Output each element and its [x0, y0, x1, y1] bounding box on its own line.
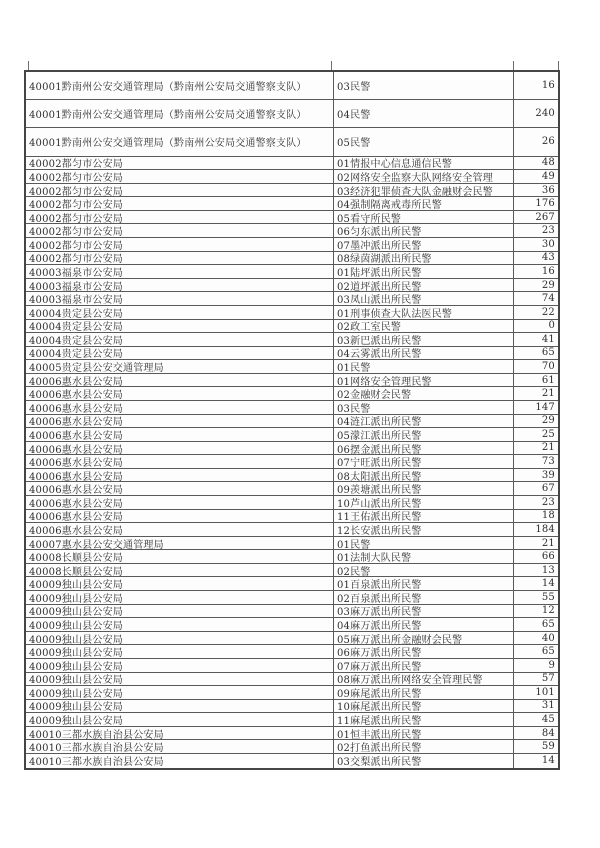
count-cell: 30 [541, 238, 555, 250]
unit-cell: 40006惠水县公安局 [26, 401, 334, 414]
count-cell: 65 [541, 347, 555, 359]
position-cell: 11王佑派出所民警 [334, 510, 514, 523]
position-cell: 06麻万派出所民警 [334, 645, 514, 658]
count-cell: 66 [541, 551, 555, 563]
table-row [26, 727, 558, 741]
position-cell: 01法制大队民警 [334, 550, 514, 563]
count-cell: 0 [548, 320, 555, 332]
position-cell: 12长安派出所民警 [334, 523, 514, 536]
position-cell: 02打鱼派出所民警 [334, 740, 514, 753]
position-cell: 01恒丰派出所民警 [334, 727, 514, 740]
count-cell: 9 [548, 659, 555, 671]
count-cell: 41 [541, 333, 555, 345]
position-cell: 11麻尾派出所民警 [334, 713, 514, 726]
table-row [26, 211, 558, 225]
count-cell: 29 [541, 415, 555, 427]
position-cell: 03麻万派出所民警 [334, 605, 514, 618]
count-cell: 23 [541, 496, 555, 508]
table-row [26, 632, 558, 646]
count-cell: 73 [541, 456, 555, 468]
count-cell: 21 [541, 388, 555, 400]
table-row [26, 455, 558, 469]
count-cell: 176 [535, 198, 555, 210]
position-cell: 01网络安全管理民警 [334, 374, 514, 387]
table-row [26, 713, 558, 727]
position-cell: 04云雾派出所民警 [334, 347, 514, 360]
table-row [26, 238, 558, 252]
table-row [26, 279, 558, 293]
count-cell: 184 [535, 523, 555, 535]
count-cell: 84 [541, 727, 555, 739]
count-cell: 67 [541, 483, 555, 495]
count-cell: 49 [541, 170, 555, 182]
position-cell: 06匀东派出所民警 [334, 224, 514, 237]
position-cell: 06摆金派出所民警 [334, 442, 514, 455]
count-cell: 16 [541, 265, 555, 277]
position-cell: 01情报中心信息通信民警 [334, 157, 514, 170]
table-row [26, 645, 558, 659]
position-cell: 01百泉派出所民警 [334, 577, 514, 590]
table-row [26, 618, 558, 632]
table-continuation-stub [28, 61, 29, 70]
unit-cell: 40008长顺县公安局 [26, 564, 334, 577]
count-cell: 59 [541, 741, 555, 753]
count-cell: 23 [541, 225, 555, 237]
count-cell: 55 [541, 591, 555, 603]
count-cell: 74 [541, 293, 555, 305]
unit-cell: 40006惠水县公安局 [26, 455, 334, 468]
unit-cell: 40001黔南州公安交通管理局（黔南州公安局交通警察支队） [26, 100, 334, 127]
table-row [26, 442, 558, 456]
table-row [26, 184, 558, 198]
unit-cell: 40002都匀市公安局 [26, 252, 334, 265]
unit-cell: 40009独山县公安局 [26, 700, 334, 713]
unit-cell: 40006惠水县公安局 [26, 387, 334, 400]
unit-cell: 40010三都水族自治县公安局 [26, 740, 334, 753]
unit-cell: 40009独山县公安局 [26, 659, 334, 672]
count-cell: 14 [541, 755, 555, 767]
table-row [26, 700, 558, 714]
table-row [26, 360, 558, 374]
unit-cell: 40010三都水族自治县公安局 [26, 727, 334, 740]
unit-cell: 40004贵定县公安局 [26, 306, 334, 319]
position-cell: 07麻万派出所民警 [334, 659, 514, 672]
unit-cell: 40001黔南州公安交通管理局（黔南州公安局交通警察支队） [26, 128, 334, 155]
unit-cell: 40010三都水族自治县公安局 [26, 754, 334, 768]
count-cell: 14 [541, 578, 555, 590]
unit-cell: 40006惠水县公安局 [26, 374, 334, 387]
unit-cell: 40001黔南州公安交通管理局（黔南州公安局交通警察支队） [26, 72, 334, 99]
unit-cell: 40006惠水县公安局 [26, 523, 334, 536]
count-cell: 21 [541, 442, 555, 454]
position-cell: 04民警 [334, 100, 514, 127]
unit-cell: 40009独山县公安局 [26, 591, 334, 604]
position-cell: 01刑事侦查大队法医民警 [334, 306, 514, 319]
unit-cell: 40009独山县公安局 [26, 673, 334, 686]
position-cell: 03凤山派出所民警 [334, 292, 514, 305]
table-row [26, 347, 558, 361]
unit-cell: 40005贵定县公安交通管理局 [26, 360, 334, 373]
position-cell: 07宁旺派出所民警 [334, 455, 514, 468]
count-cell: 39 [541, 469, 555, 481]
table-row [26, 577, 558, 591]
table-row [26, 265, 558, 279]
table-row [26, 550, 558, 564]
position-cell: 02金融财会民警 [334, 387, 514, 400]
unit-cell: 40003福泉市公安局 [26, 292, 334, 305]
position-cell: 03民警 [334, 72, 514, 99]
unit-cell: 40002都匀市公安局 [26, 224, 334, 237]
count-cell: 267 [535, 211, 555, 223]
unit-cell: 40006惠水县公安局 [26, 496, 334, 509]
unit-cell: 40006惠水县公安局 [26, 415, 334, 428]
count-cell: 57 [541, 673, 555, 685]
position-cell: 10芦山派出所民警 [334, 496, 514, 509]
unit-cell: 40002都匀市公安局 [26, 157, 334, 170]
unit-cell: 40006惠水县公安局 [26, 442, 334, 455]
table-row [26, 252, 558, 266]
table-row [26, 673, 558, 687]
table-row [26, 157, 558, 171]
table-row [26, 482, 558, 496]
count-cell: 22 [541, 306, 555, 318]
position-cell: 08麻万派出所网络安全管理民警 [334, 673, 514, 686]
count-cell: 16 [541, 80, 555, 92]
count-cell: 25 [541, 428, 555, 440]
position-cell: 08绿茵湖派出所民警 [334, 252, 514, 265]
position-cell: 04涟江派出所民警 [334, 415, 514, 428]
unit-cell: 40008长顺县公安局 [26, 550, 334, 563]
table-row [26, 496, 558, 510]
count-cell: 26 [541, 136, 555, 148]
count-cell: 31 [541, 700, 555, 712]
position-cell: 02网络安全监察大队网络安全管理 [334, 170, 514, 183]
table-row [26, 333, 558, 347]
count-cell: 48 [541, 157, 555, 169]
count-cell: 12 [541, 605, 555, 617]
table-row [26, 401, 558, 415]
table-row [26, 197, 558, 211]
position-cell: 02民警 [334, 564, 514, 577]
unit-cell: 40007惠水县公安交通管理局 [26, 537, 334, 550]
table-row [26, 320, 558, 334]
unit-cell: 40009独山县公安局 [26, 577, 334, 590]
unit-cell: 40002都匀市公安局 [26, 184, 334, 197]
position-cell: 01陆坪派出所民警 [334, 265, 514, 278]
unit-cell: 40002都匀市公安局 [26, 211, 334, 224]
table-row [26, 740, 558, 754]
position-cell: 04强制隔离戒毒所民警 [334, 197, 514, 210]
position-cell: 02百泉派出所民警 [334, 591, 514, 604]
count-cell: 70 [541, 361, 555, 373]
unit-cell: 40004贵定县公安局 [26, 333, 334, 346]
count-cell: 147 [535, 401, 555, 413]
table-row [26, 428, 558, 442]
unit-cell: 40009独山县公安局 [26, 605, 334, 618]
position-cell: 03民警 [334, 401, 514, 414]
police-recruitment-table [24, 70, 560, 770]
table-row [26, 292, 558, 306]
table-row [26, 605, 558, 619]
count-cell: 21 [541, 537, 555, 549]
table-row [26, 564, 558, 578]
table-row [26, 686, 558, 700]
unit-cell: 40004贵定县公安局 [26, 320, 334, 333]
unit-cell: 40003福泉市公安局 [26, 279, 334, 292]
position-cell: 07墨冲派出所民警 [334, 238, 514, 251]
count-cell: 29 [541, 279, 555, 291]
table-row [26, 537, 558, 551]
position-cell: 09羡塘派出所民警 [334, 482, 514, 495]
table-row [26, 224, 558, 238]
unit-cell: 40006惠水县公安局 [26, 482, 334, 495]
table-row [26, 591, 558, 605]
table-row [26, 100, 558, 128]
table-row [26, 170, 558, 184]
table-row [26, 659, 558, 673]
table-row [26, 128, 558, 156]
unit-cell: 40006惠水县公安局 [26, 428, 334, 441]
position-cell: 08太阳派出所民警 [334, 469, 514, 482]
count-cell: 61 [541, 374, 555, 386]
count-cell: 65 [541, 646, 555, 658]
count-cell: 240 [535, 108, 555, 120]
unit-cell: 40009独山县公安局 [26, 645, 334, 658]
unit-cell: 40003福泉市公安局 [26, 265, 334, 278]
position-cell: 10麻尾派出所民警 [334, 700, 514, 713]
count-cell: 43 [541, 252, 555, 264]
table-row [26, 469, 558, 483]
table-continuation-stub [558, 61, 559, 70]
position-cell: 03经济犯罪侦查大队金融财会民警 [334, 184, 514, 197]
unit-cell: 40006惠水县公安局 [26, 469, 334, 482]
count-cell: 13 [541, 564, 555, 576]
unit-cell: 40009独山县公安局 [26, 686, 334, 699]
count-cell: 101 [535, 686, 555, 698]
unit-cell: 40009独山县公安局 [26, 618, 334, 631]
count-cell: 18 [541, 510, 555, 522]
unit-cell: 40004贵定县公安局 [26, 347, 334, 360]
position-cell: 05濛江派出所民警 [334, 428, 514, 441]
table-row [26, 387, 558, 401]
position-cell: 02道坪派出所民警 [334, 279, 514, 292]
unit-cell: 40002都匀市公安局 [26, 170, 334, 183]
position-cell: 03交梨派出所民警 [334, 754, 514, 768]
count-cell: 45 [541, 714, 555, 726]
count-cell: 40 [541, 632, 555, 644]
table-row [26, 754, 558, 768]
position-cell: 05看守所民警 [334, 211, 514, 224]
position-cell: 01民警 [334, 537, 514, 550]
unit-cell: 40009独山县公安局 [26, 632, 334, 645]
unit-cell: 40002都匀市公安局 [26, 238, 334, 251]
table-row [26, 306, 558, 320]
table-row [26, 72, 558, 100]
position-cell: 05民警 [334, 128, 514, 155]
unit-cell: 40002都匀市公安局 [26, 197, 334, 210]
table-row [26, 415, 558, 429]
position-cell: 03新巴派出所民警 [334, 333, 514, 346]
table-row [26, 523, 558, 537]
position-cell: 02政工室民警 [334, 320, 514, 333]
position-cell: 05麻万派出所金融财会民警 [334, 632, 514, 645]
unit-cell: 40006惠水县公安局 [26, 510, 334, 523]
count-cell: 36 [541, 184, 555, 196]
table-continuation-stub [513, 61, 514, 70]
table-row [26, 374, 558, 388]
table-row [26, 510, 558, 524]
unit-cell: 40009独山县公安局 [26, 713, 334, 726]
table-continuation-stub [331, 61, 332, 70]
position-cell: 04麻万派出所民警 [334, 618, 514, 631]
position-cell: 09麻尾派出所民警 [334, 686, 514, 699]
count-cell: 65 [541, 619, 555, 630]
position-cell: 01民警 [334, 360, 514, 373]
